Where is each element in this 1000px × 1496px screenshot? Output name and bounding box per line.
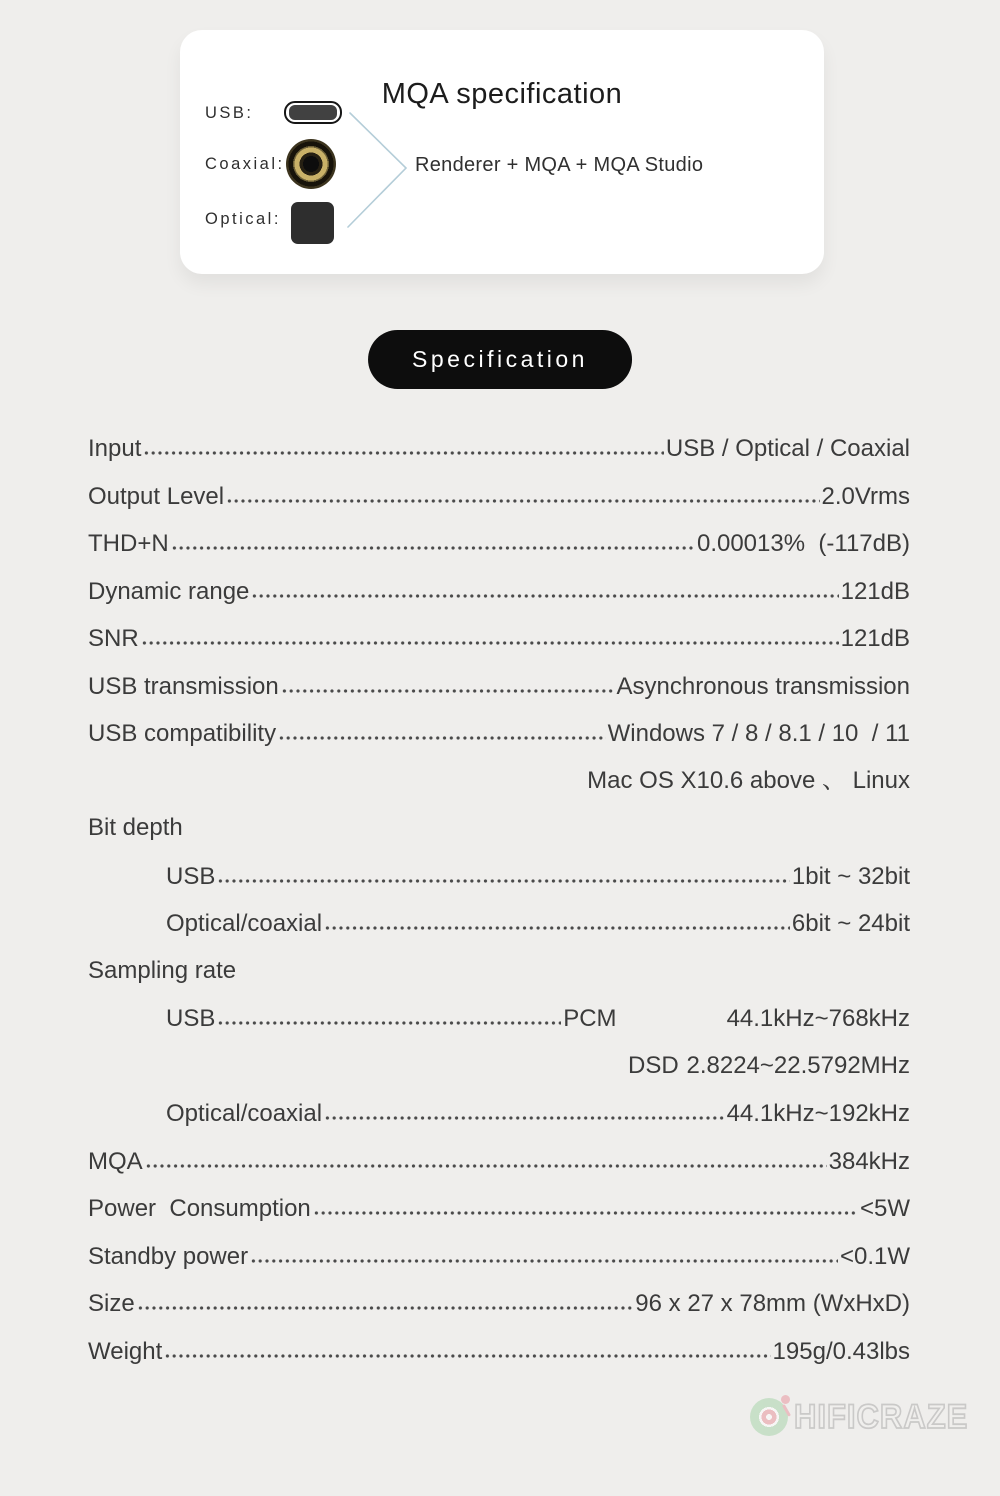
- spec-heading-row: [88, 804, 910, 852]
- dot-leader: [164, 1327, 770, 1359]
- spec-value: Mac OS X10.6 above 、 Linux: [587, 766, 910, 794]
- spec-row: [88, 614, 910, 662]
- coaxial-port-label: Coaxial:: [205, 155, 285, 173]
- spec-row: [88, 899, 910, 947]
- spec-label: USB: [166, 1005, 216, 1032]
- dot-leader: [251, 567, 838, 599]
- specification-section-button[interactable]: Specification: [368, 330, 632, 389]
- bracket-icon: [180, 30, 824, 274]
- spec-row: [88, 472, 910, 520]
- optical-port-label: Optical:: [205, 210, 281, 228]
- dot-leader: [324, 1089, 724, 1121]
- spec-value: <0.1W: [839, 1242, 910, 1270]
- spec-value: 121dB: [840, 625, 910, 652]
- spec-label: Input: [88, 435, 142, 462]
- spec-value: Asynchronous transmission: [616, 672, 910, 700]
- dot-leader: [250, 1232, 838, 1264]
- spec-row: [88, 424, 910, 472]
- spec-value: 2.8224~22.5792MHz: [686, 1051, 910, 1079]
- mqa-capability-text: Renderer + MQA + MQA Studio: [415, 154, 704, 176]
- spec-label: SNR: [88, 625, 139, 652]
- spec-value: USB / Optical / Coaxial: [665, 435, 910, 462]
- dot-leader: [217, 852, 790, 884]
- spec-label: Optical/coaxial: [166, 1100, 323, 1127]
- spec-value: 1bit ~ 32bit: [791, 862, 910, 890]
- spec-value: 195g/0.43lbs: [772, 1337, 910, 1365]
- spec-value: 2.0Vrms: [821, 482, 910, 510]
- spec-label: Standby power: [88, 1242, 249, 1270]
- specification-list: [88, 424, 910, 1374]
- spec-label: USB: [166, 862, 216, 890]
- optical-port-icon: [291, 202, 334, 244]
- spec-label: Weight: [88, 1337, 163, 1365]
- spec-label: USB transmission: [88, 672, 279, 700]
- spec-label: Dynamic range: [88, 577, 250, 605]
- dot-leader: [217, 994, 561, 1026]
- dot-leader: [171, 519, 695, 551]
- spec-row: [88, 1184, 910, 1232]
- spec-value: 96 x 27 x 78mm (WxHxD): [635, 1290, 910, 1317]
- dot-leader: [143, 424, 664, 456]
- dot-leader: [141, 614, 839, 646]
- dot-leader: [145, 1137, 827, 1169]
- spec-row: [88, 1137, 910, 1185]
- spec-value: Windows 7 / 8 / 8.1 / 10 / 11: [607, 720, 910, 747]
- spec-row: [88, 994, 910, 1042]
- vinyl-logo-icon: [750, 1398, 788, 1436]
- spec-value: <5W: [859, 1195, 910, 1222]
- spec-row: [88, 1327, 910, 1375]
- mqa-card-title: MQA specification: [381, 78, 623, 110]
- watermark: [750, 1398, 968, 1436]
- spec-row: [88, 1089, 910, 1137]
- usb-port-label: USB:: [205, 104, 254, 122]
- spec-row: [88, 519, 910, 567]
- spec-row: [88, 1279, 910, 1327]
- spec-label: USB compatibility: [88, 720, 277, 747]
- spec-heading: Bit depth: [88, 814, 183, 841]
- spec-label: Power Consumption: [88, 1195, 311, 1222]
- dot-leader: [281, 662, 615, 694]
- dot-leader: [137, 1279, 634, 1311]
- spec-heading-row: [88, 947, 910, 995]
- dot-leader: [278, 709, 606, 741]
- watermark-text: HIFICRAZE: [794, 1396, 969, 1437]
- spec-row: [88, 709, 910, 757]
- spec-label: MQA: [88, 1147, 143, 1175]
- spec-value: 0.00013% (-117dB): [696, 530, 910, 557]
- spec-label: Size: [88, 1290, 135, 1317]
- spec-value: 44.1kHz~768kHz: [726, 1005, 910, 1032]
- spec-label: Optical/coaxial: [166, 910, 323, 937]
- spec-value: 44.1kHz~192kHz: [726, 1100, 910, 1127]
- spec-label: Output Level: [88, 482, 225, 510]
- spec-row: [88, 757, 910, 805]
- coaxial-port-icon: [286, 139, 336, 189]
- spec-label: THD+N: [88, 530, 169, 557]
- spec-value: 6bit ~ 24bit: [791, 910, 910, 937]
- spec-value: 121dB: [840, 577, 910, 605]
- spec-sublabel: DSD: [628, 1051, 679, 1079]
- dot-leader: [226, 472, 819, 504]
- dot-leader: [313, 1184, 858, 1216]
- spec-row: [88, 1042, 910, 1090]
- spec-row: [88, 1232, 910, 1280]
- spec-value: 384kHz: [828, 1147, 910, 1175]
- spec-sublabel: PCM: [563, 1005, 617, 1032]
- spec-row: [88, 662, 910, 710]
- dot-leader: [324, 899, 790, 931]
- spec-row: [88, 852, 910, 900]
- usb-port-icon: [284, 101, 342, 124]
- mqa-specification-card: [180, 30, 824, 274]
- spec-heading: Sampling rate: [88, 956, 237, 984]
- spec-row: [88, 567, 910, 615]
